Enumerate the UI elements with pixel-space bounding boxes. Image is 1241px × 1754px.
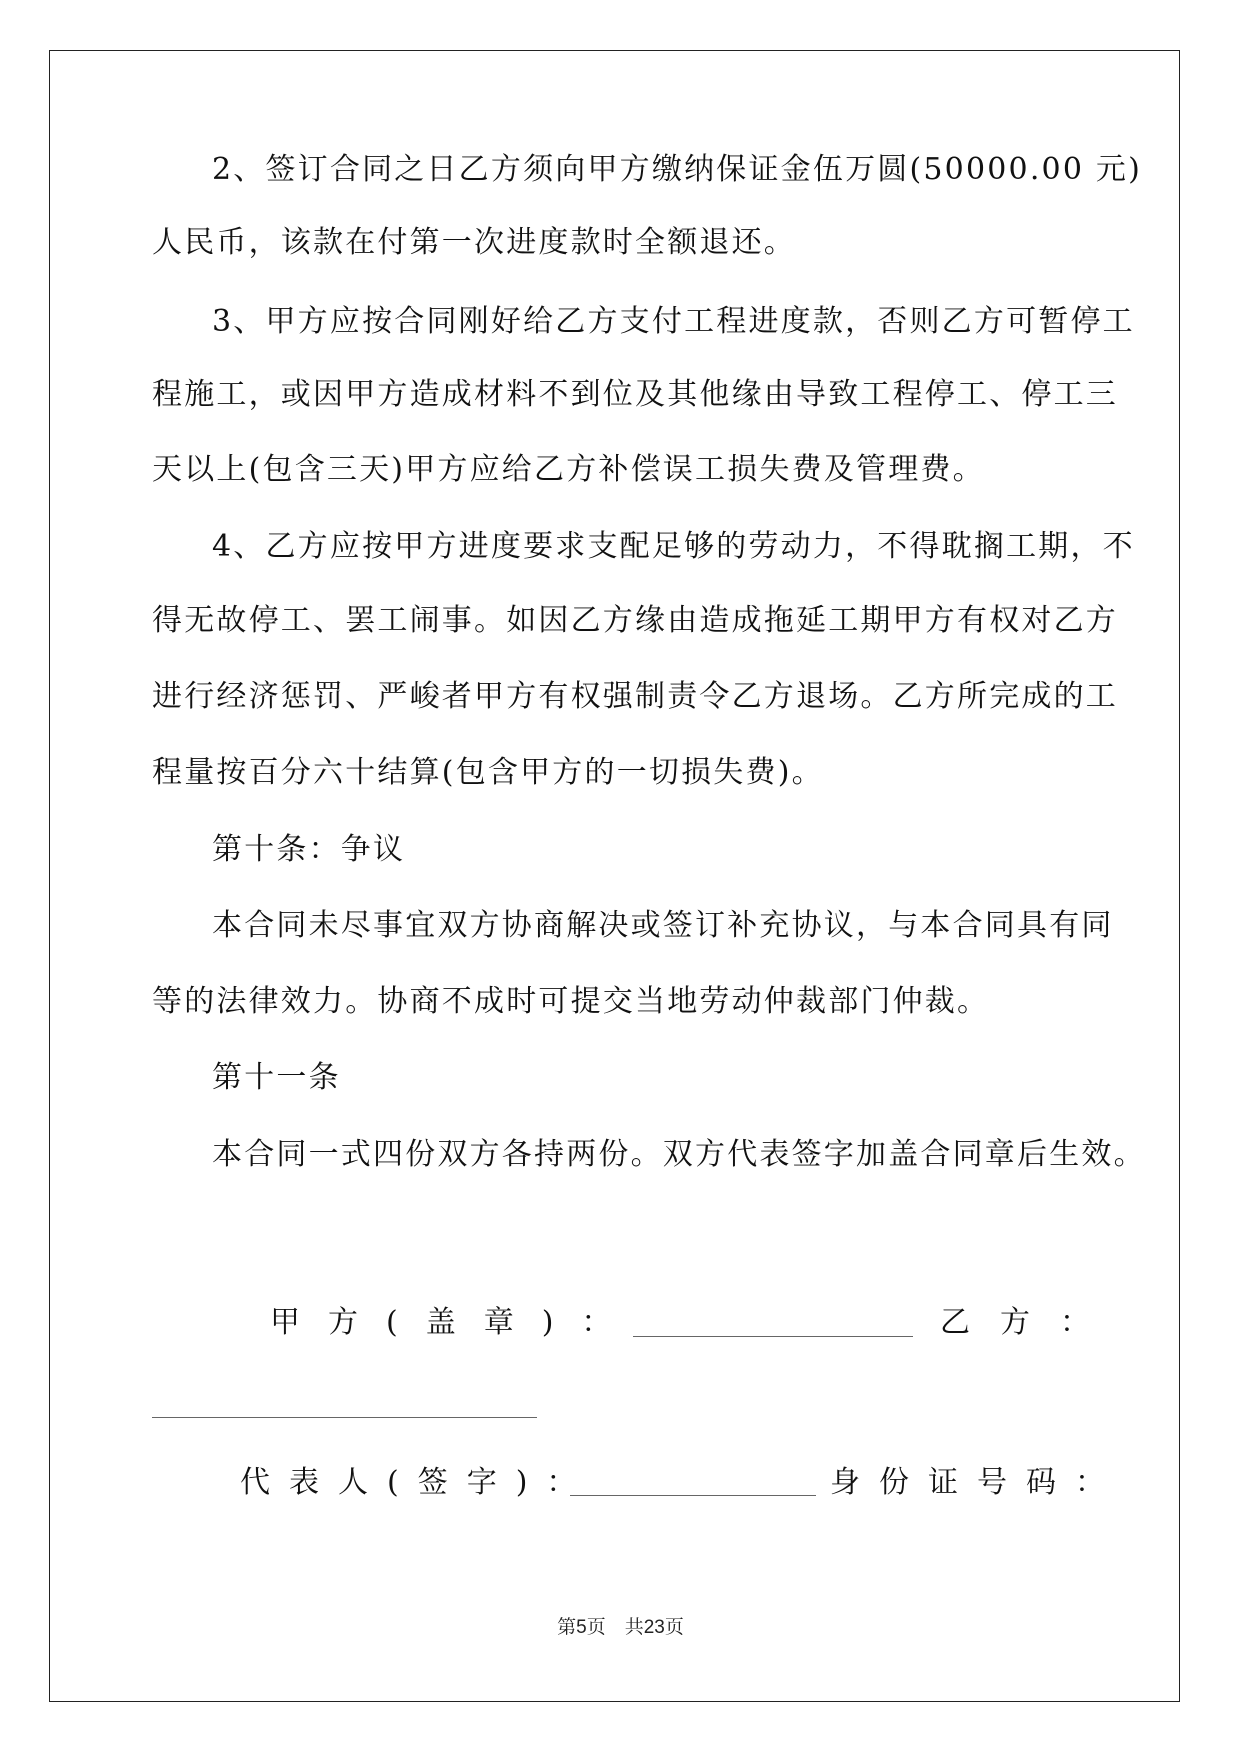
article-10-line-2: 等的法律效力。协商不成时可提交当地劳动仲裁部门仲裁。 <box>152 984 990 1019</box>
article-11-line-1: 本合同一式四份双方各持两份。双方代表签字加盖合同章后生效。 <box>212 1137 1146 1172</box>
paragraph-2-line-2: 人民币，该款在付第一次进度款时全额退还。 <box>152 225 796 260</box>
footer-mid: 页 共 <box>586 1616 644 1638</box>
representative-label: 代表人(签字)： <box>240 1465 596 1500</box>
representative-signature-line <box>570 1495 816 1496</box>
article-10-line-1: 本合同未尽事宜双方协商解决或签订补充协议，与本合同具有同 <box>212 908 1114 943</box>
paragraph-4-line-4: 程量按百分六十结算(包含甲方的一切损失费)。 <box>152 755 824 790</box>
footer-current-page: 5 <box>576 1617 587 1638</box>
footer-total-pages: 23 <box>643 1617 665 1638</box>
party-b-label: 乙方： <box>940 1305 1120 1340</box>
paragraph-4-line-2: 得无故停工、罢工闹事。如因乙方缘由造成拖延工期甲方有权对乙方 <box>152 603 1118 638</box>
paragraph-3-line-1: 3、甲方应按合同刚好给乙方支付工程进度款，否则乙方可暂停工 <box>212 304 1135 339</box>
page-number-footer <box>0 1612 1241 1639</box>
page-border <box>49 50 1180 1702</box>
paragraph-3-line-2: 程施工，或因甲方造成材料不到位及其他缘由导致工程停工、停工三 <box>152 377 1118 412</box>
paragraph-2-line-1: 2、签订合同之日乙方须向甲方缴纳保证金伍万圆(50000.00 元) <box>212 152 1142 187</box>
party-a-signature-line <box>633 1336 913 1337</box>
paragraph-4-line-3: 进行经济惩罚、严峻者甲方有权强制责令乙方退场。乙方所完成的工 <box>152 679 1118 714</box>
party-a-label: 甲方(盖章)： <box>270 1305 640 1340</box>
id-number-label: 身份证号码： <box>830 1465 1124 1500</box>
paragraph-4-line-1: 4、乙方应按甲方进度要求支配足够的劳动力，不得耽搁工期，不 <box>212 529 1135 564</box>
footer-prefix: 第 <box>557 1616 577 1638</box>
article-11-heading: 第十一条 <box>212 1060 341 1095</box>
paragraph-3-line-3: 天以上(包含三天)甲方应给乙方补偿误工损失费及管理费。 <box>152 452 985 487</box>
party-b-signature-line <box>152 1417 537 1418</box>
article-10-heading: 第十条：争议 <box>212 832 406 867</box>
footer-suffix: 页 <box>664 1616 684 1638</box>
